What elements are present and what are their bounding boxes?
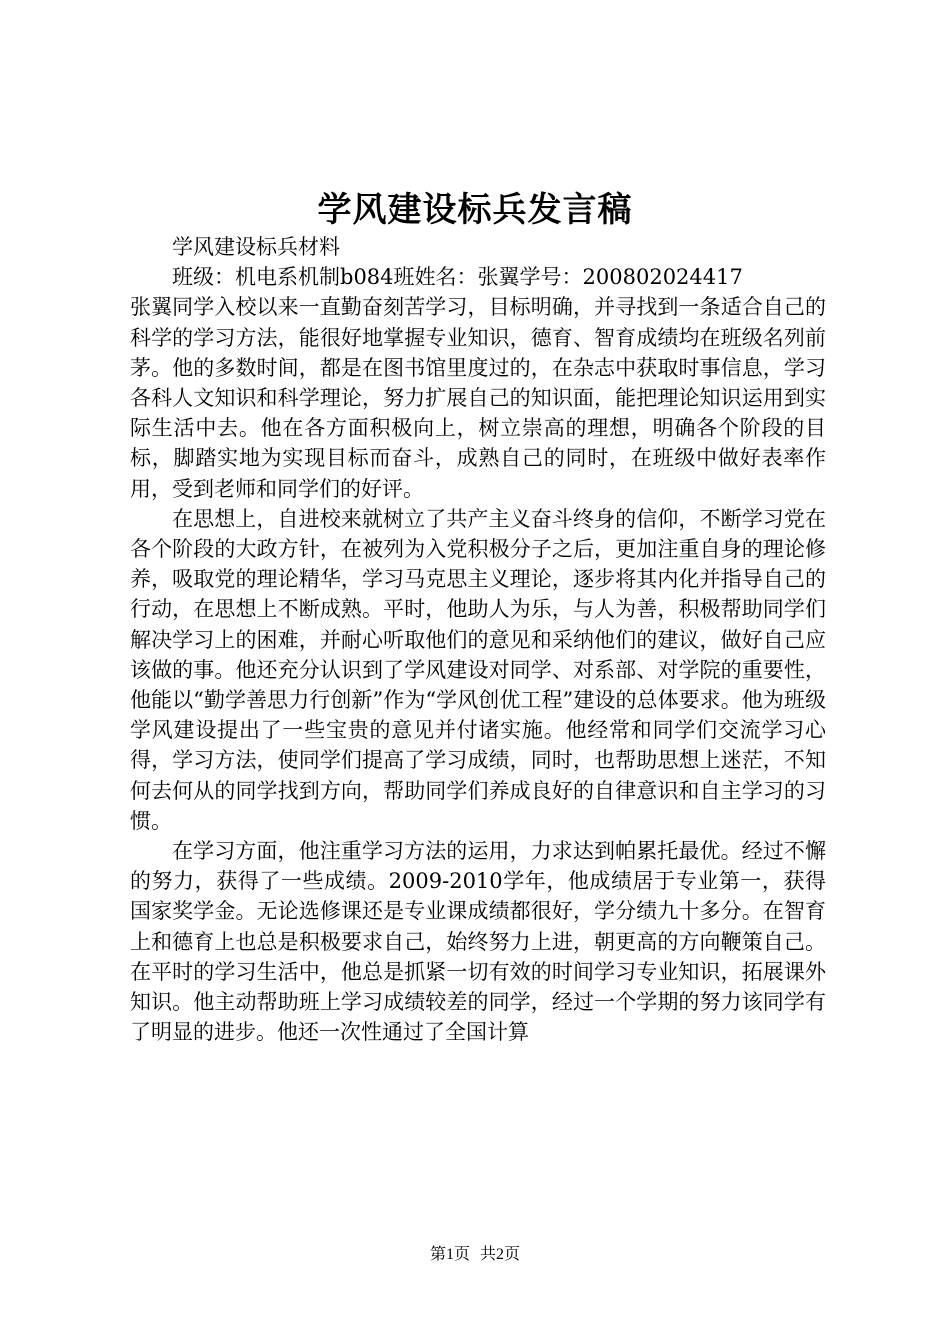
page-total: 共2页 (480, 1246, 521, 1263)
page-footer (0, 1244, 950, 1266)
document-body (130, 232, 826, 1047)
page-number: 第1页 (429, 1246, 470, 1263)
material-heading: 学风建设标兵材料 (172, 235, 340, 259)
body-paragraph-thought: 在思想上，自进校来就树立了共产主义奋斗终身的信仰，不断学习党在各个阶段的大政方针，在被列为入党积极分子之后，更加注重自身的理论修养，吸取党的理论精华，学习马克思主义理论，逐步将其内化并指导自己的行动，在思想上不断成熟。平时，他助人为乐，与人为善，积极帮助同学们解决学习上的困难，并耐心听取他们的意见和采纳他们的建议，做好自己应该做的事。他还充分认识到了学风建设对同学、对系部、对学院的重要性，他能以“勤学善思力行创新”作为“学风创优工程”建设的总体要求。他为班级学风建设提出了一些宝贵的意见并付诸实施。他经常和同学们交流学习心得，学习方法，使同学们提高了学习成绩，同时，也帮助思想上迷茫，不知何去何从的同学找到方向，帮助同学们养成良好的自律意识和自主学习的习惯。 (130, 506, 826, 833)
body-paragraph-study: 在学习方面，他注重学习方法的运用，力求达到帕累托最优。经过不懈的努力，获得了一些成绩。2009-2010学年，他成绩居于专业第一，获得国家奖学金。无论选修课还是专业课成绩都很好，学分绩九十多分。在智育上和德育上也总是积极要求自己，始终努力上进，朝更高的方向鞭策自己。在平时的学习生活中，他总是抓紧一切有效的时间学习专业知识，拓展课外知识。他主动帮助班上学习成绩较差的同学，经过一个学期的努力该同学有了明显的进步。他还一次性通过了全国计算 (130, 839, 826, 1045)
body-paragraph-intro: 张翼同学入校以来一直勤奋刻苦学习，目标明确，并寻找到一条适合自己的科学的学习方法，能很好地掌握专业知识，德育、智育成绩均在班级名列前茅。他的多数时间，都是在图书馆里度过的，在杂志中获取时事信息，学习各科人文知识和科学理论，努力扩展自己的知识面，能把理论知识运用到实际生活中去。他在各方面积极向上，树立崇高的理想，明确各个阶段的目标，脚踏实地为实现目标而奋斗，成熟自己的同时，在班级中做好表率作用，受到老师和同学们的好评。 (130, 295, 826, 501)
document-title: 学风建设标兵发言稿 (317, 190, 633, 230)
student-info-line: 班级：机电系机制b084班姓名：张翼学号：200802024417 (172, 265, 743, 290)
